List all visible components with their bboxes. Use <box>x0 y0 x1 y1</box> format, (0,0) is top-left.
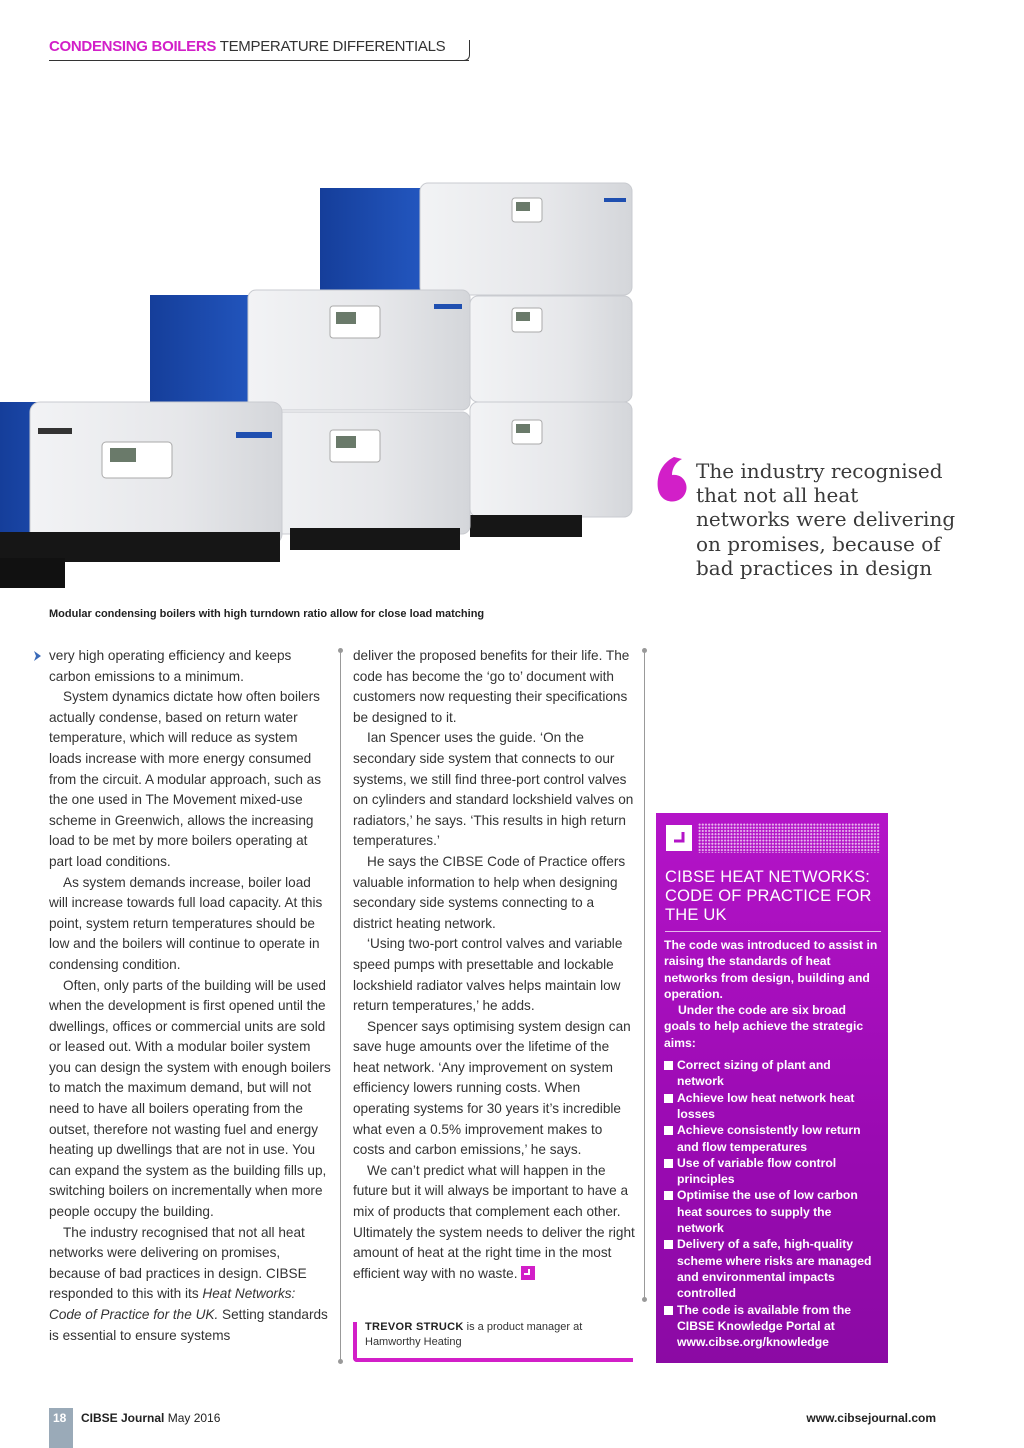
running-header <box>49 38 445 55</box>
list-item-text: Achieve consistently low return and flow temperatures <box>677 1123 861 1154</box>
pull-quote: The industry recognised that not all heat networks were delivering on promises, because of bad practices in design <box>696 459 956 580</box>
paragraph: Often, only parts of the building will be used when the development is first opened until the dwellings, offices or commercial units are sold or leased out. With a modular boiler system you can design the system with enough boilers to match the maximum demand, but will not need to have all boilers operating from the outset, therefore not wasting fuel and energy heating up dwellings that are not in use. You can expand the system as the building fills up, switching boilers on incrementally when more people occupy the building. <box>49 977 331 1220</box>
boiler-photo <box>0 170 660 600</box>
paragraph-text: We can’t predict what will happen in the future but it will always be important to have a mix of products that complement each other. Ultimately the system needs to deliver the right amount of heat at the right time in the most efficient way with no waste. <box>353 1162 635 1281</box>
list-item <box>664 1057 880 1090</box>
list-item-text: Use of variable flow control principles <box>677 1155 837 1187</box>
sidebar-intro-2: Under the code are six broad goals to help achieve the strategic aims: <box>664 1003 864 1050</box>
list-item-text: Correct sizing of plant and network <box>677 1058 831 1089</box>
sidebar-body <box>664 937 880 1350</box>
paragraph-text: The industry recognised that not all heat networks were delivering on promises, because of bad practices in design. CIBSE responded to this with its <box>49 1224 307 1302</box>
section-label: CONDENSING BOILERS <box>49 38 217 55</box>
sidebar-box <box>656 813 888 1363</box>
header-rule <box>49 60 469 61</box>
sidebar-title: CIBSE HEAT NETWORKS: CODE OF PRACTICE FOR THE UK <box>665 868 872 924</box>
paragraph-final <box>353 1161 635 1285</box>
paragraph: very high operating efficiency and keeps carbon emissions to a minimum. <box>49 648 292 684</box>
journal-title: CIBSE Journal <box>81 1411 165 1425</box>
author-role: is a product manager at Hamworthy Heating <box>365 1321 583 1348</box>
topic-label: TEMPERATURE DIFFERENTIALS <box>219 38 446 55</box>
article-column-2 <box>353 646 635 1284</box>
author-name: TREVOR STRUCK <box>365 1321 464 1333</box>
paragraph: System dynamics dictate how often boilers actually condense, based on return water temperature, which will reduce as system loads increase with more energy consumed from the circuit. A modular approach, such as the one used in The Movement mixed-use scheme in Greenwich, allows the increasing load to be met by more boilers operating at part load conditions. <box>49 689 322 869</box>
list-item <box>664 1122 880 1155</box>
paragraph: He says the CIBSE Code of Practice offers valuable information to help when designing secondary side systems connecting to a district heating network. <box>353 853 626 931</box>
list-item <box>664 1090 880 1123</box>
bullet-square-icon <box>664 1159 673 1168</box>
author-bio <box>353 1320 633 1362</box>
boiler-unit-front <box>0 402 282 588</box>
list-item <box>664 1187 880 1236</box>
paragraph-tail: Setting standards is essential to ensure systems <box>49 1307 328 1343</box>
boiler-unit-top <box>320 183 632 295</box>
issue-date: May 2016 <box>164 1411 221 1425</box>
paragraph: ‘Using two-port control valves and variable speed pumps with presettable and lockable lockshield radiator valves helps maintain low return temperatures,’ he adds. <box>353 936 623 1014</box>
sidebar-intro: The code was introduced to assist in raising the standards of heat networks from design, building and operation. <box>664 938 878 1001</box>
list-item-text: Delivery of a safe, high-quality scheme where risks are managed and environmental impacts controlled <box>677 1237 872 1301</box>
bullet-square-icon <box>664 1126 673 1135</box>
paragraph-with-title <box>49 1223 331 1347</box>
paragraph: Ian Spencer uses the guide. ‘On the secondary side system that connects to our systems, we still find three-port control valves on cylinders and standard lockshield valves on radiators,’ he says. ‘This results in high return temperatures.’ <box>353 730 634 849</box>
list-item <box>664 1236 880 1301</box>
list-item-text: The code is available from the CIBSE Knowledge Portal at www.cibse.org/knowledge <box>677 1302 852 1350</box>
boiler-unit-mid-right <box>470 296 632 537</box>
page-number: 18 <box>53 1411 67 1425</box>
article-column-1 <box>49 646 331 1346</box>
photo-caption: Modular condensing boilers with high turndown ratio allow for close load matching <box>49 608 485 620</box>
list-item <box>664 1302 880 1351</box>
box-corner-icon <box>666 825 692 851</box>
bullet-square-icon <box>664 1094 673 1103</box>
paragraph: Spencer says optimising system design can save huge amounts over the lifetime of the heat network. ‘Any improvement on system efficiency lowers running costs. When operating systems for 30 years it’s incredible what even a 0.5% improvement makes to costs and carbon emissions,’ he says. <box>353 1018 631 1158</box>
dot-pattern <box>698 823 880 853</box>
paragraph: As system demands increase, boiler load will increase towards full load capacity. At this point, system return temperatures should be low and the boilers will continue to operate in condensing condition. <box>49 874 323 972</box>
bullet-square-icon <box>664 1306 673 1315</box>
bullet-square-icon <box>664 1061 673 1070</box>
end-mark-icon <box>521 1266 535 1280</box>
publication-title: Heat Networks: Code of Practice for the UK. <box>49 1286 296 1322</box>
bullet-square-icon <box>664 1191 673 1200</box>
journal-name <box>81 1411 220 1425</box>
continue-arrow-icon <box>32 650 44 662</box>
sidebar-rule <box>665 931 881 932</box>
bullet-square-icon <box>664 1240 673 1249</box>
list-item <box>664 1155 880 1188</box>
paragraph: deliver the proposed benefits for their life. The code has become the ‘go to’ document with customers now requesting their specifications be designed to it. <box>353 648 630 725</box>
website-link[interactable]: www.cibsejournal.com <box>806 1411 936 1425</box>
goals-list <box>664 1057 880 1350</box>
quote-mark-icon <box>652 455 692 505</box>
list-item-text: Optimise the use of low carbon heat sources to supply the network <box>677 1188 858 1236</box>
column-rule <box>644 650 645 1300</box>
header-hook <box>462 40 470 61</box>
list-item-text: Achieve low heat network heat losses <box>677 1090 855 1121</box>
column-rule <box>340 650 341 1362</box>
